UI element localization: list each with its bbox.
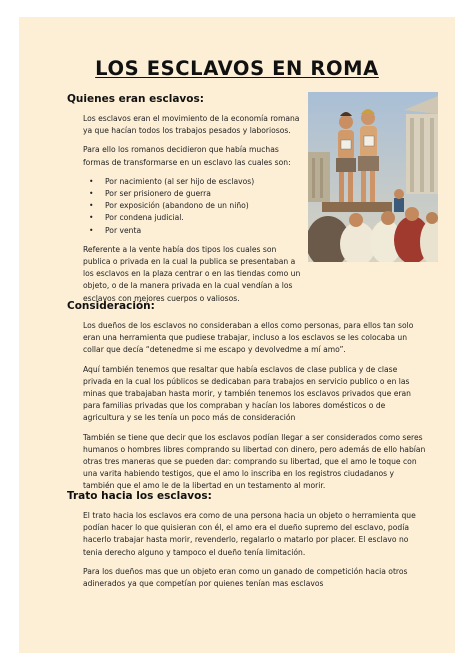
paragraph: También se tiene que decir que los esclavos podían llegar a ser considerados como seres humanos o hombres libres comprando su libertad con dinero, pero además de ello habían otras tres maneras que se pueden dar: comprando su libertad, que el amo le toque con una varita habiendo testigos, que el amo lo inscriba en los registros ciudadanos y también que el amo le de la libertad en un testamento al morir.: [83, 432, 426, 491]
list-item: • Por venta: [83, 225, 305, 237]
slave-market-painting: [308, 92, 438, 262]
paragraph: Para los dueños mas que un objeto eran como un ganado de competición hacia otros adinerados ya que competían por quienes tenían mas esclavos: [83, 566, 408, 589]
paragraph: El trato hacia los esclavos era como de una persona hacia un objeto o herramienta que podían hacer lo que quisieran con él, el amo era el dueño supremo del esclavo, podía hacerlo trabajar hasta morir, revenderlo, regalarlo o matarlo por placer. El esclavo no tenia derecho alguno y tampoco el dueño tenía limitación.: [83, 511, 416, 557]
painting-image: [308, 92, 438, 262]
section-body-trato: [83, 510, 427, 597]
section-body-quienes: [83, 113, 305, 312]
list-item: • Por nacimiento (al ser hijo de esclavos): [83, 176, 305, 188]
section-heading-quienes: Quienes eran esclavos:: [67, 93, 204, 105]
list-item: • Por condena judicial.: [83, 212, 305, 224]
paragraph: Los esclavos eran el movimiento de la economía romana ya que hacían todos los trabajos pesados y laboriosos.: [83, 114, 300, 136]
section-heading-consideracion: Consideración:: [67, 300, 155, 312]
page-title: LOS ESCLAVOS EN ROMA: [95, 57, 379, 80]
list-item: • Por exposición (abandono de un niño): [83, 200, 305, 212]
document-page: [19, 17, 455, 653]
section-heading-trato: Trato hacia los esclavos:: [67, 490, 212, 502]
paragraph: Los dueños de los esclavos no consideraban a ellos como personas, para ellos tan solo eran una herramienta que pudiese trabajar, incluso a los esclavos se les colocaba un collar que decía “detenedme si me escapo y devolvedme a mí amo”.: [83, 321, 414, 355]
bullet-list: [83, 176, 305, 237]
paragraph: Para ello los romanos decidieron que había muchas formas de transformarse en un esclavo las cuales son:: [83, 145, 291, 167]
list-item: • Por ser prisionero de guerra: [83, 188, 305, 200]
paragraph: Referente a la vente había dos tipos los cuales son publica o privada en la cual la publica se presentaban a los esclavos en la plaza centrar o en las tiendas como un objeto, o de la manera privada en la cual vendían a los esclavos con mejores cuerpos o valiosos.: [83, 244, 301, 303]
paragraph: Aquí también tenemos que resaltar que había esclavos de clase publica y de clase privada en la cual los públicos se dedicaban para trabajos en servicio publico o en las minas que trabajaban hasta morir, y también tenemos los esclavos privados que eran para familias privadas que los compraban y hacían los labores domésticos o de agricultura y se les tenía un poco más de consideración: [83, 364, 411, 423]
section-body-consideracion: [83, 320, 427, 500]
